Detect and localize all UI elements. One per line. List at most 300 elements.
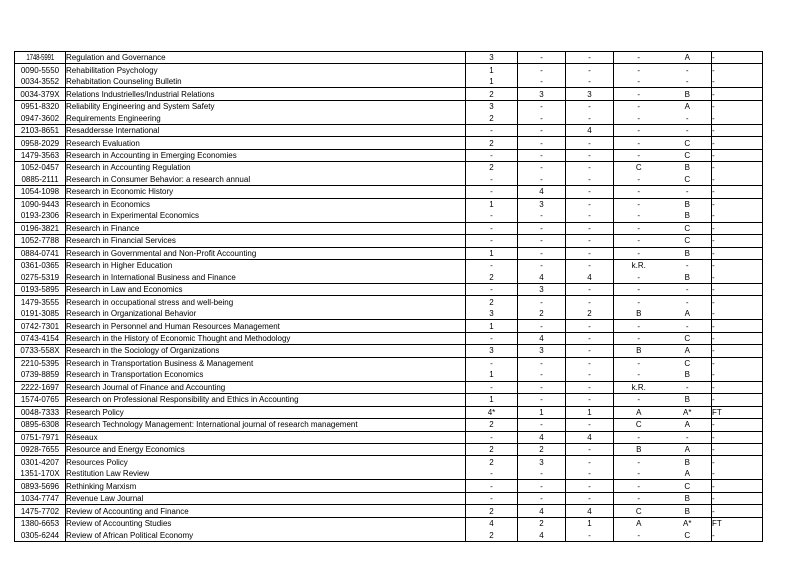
- table-row: [15, 296, 763, 308]
- rating-cell-4: -: [614, 76, 664, 88]
- journal-title-cell: Research in the Sociology of Organizations: [66, 345, 466, 357]
- rating-cell-3: -: [566, 381, 614, 393]
- rating-cell-1: 2: [466, 112, 518, 124]
- rating-cell-1: 1: [466, 247, 518, 259]
- issn-value: 2210-5395: [20, 358, 60, 368]
- issn-cell: [15, 283, 66, 295]
- rating-cell-5: A: [664, 419, 712, 431]
- issn-cell: [15, 505, 66, 517]
- rating-cell-5: -: [664, 296, 712, 308]
- rating-cell-5: A: [664, 468, 712, 480]
- issn-cell: [15, 52, 66, 64]
- rating-cell-4: C: [614, 505, 664, 517]
- rating-cell-1: -: [466, 381, 518, 393]
- table-row: [15, 308, 763, 320]
- rating-cell-6: -: [712, 419, 763, 431]
- issn-value: 0884-0741: [20, 248, 60, 258]
- table-row: [15, 162, 763, 174]
- rating-cell-2: -: [518, 149, 566, 161]
- rating-cell-3: -: [566, 186, 614, 198]
- table-row: [15, 480, 763, 492]
- journal-title-cell: Research in Law and Economics: [66, 283, 466, 295]
- rating-cell-2: -: [518, 369, 566, 381]
- issn-cell: [15, 162, 66, 174]
- journal-title-cell: Research Technology Management: International journal of research management: [66, 419, 466, 431]
- issn-value: 0191-3085: [20, 309, 60, 319]
- rating-cell-2: 2: [518, 308, 566, 320]
- rating-cell-6: -: [712, 468, 763, 480]
- issn-cell: [15, 271, 66, 283]
- rating-cell-5: A: [664, 444, 712, 456]
- rating-cell-5: B: [664, 271, 712, 283]
- rating-cell-6: -: [712, 112, 763, 124]
- rating-cell-1: 3: [466, 308, 518, 320]
- issn-cell: [15, 88, 66, 100]
- rating-cell-3: -: [566, 174, 614, 186]
- table-row: [15, 64, 763, 76]
- rating-cell-2: -: [518, 296, 566, 308]
- rating-cell-2: 4: [518, 186, 566, 198]
- journal-title-cell: Rethinking Marxism: [66, 480, 466, 492]
- rating-cell-5: -: [664, 186, 712, 198]
- issn-value: 1090-9443: [20, 199, 60, 209]
- rating-cell-3: -: [566, 456, 614, 468]
- rating-cell-2: -: [518, 162, 566, 174]
- table-row: [15, 52, 763, 64]
- issn-cell: [15, 296, 66, 308]
- rating-cell-2: -: [518, 174, 566, 186]
- rating-cell-3: -: [566, 283, 614, 295]
- rating-cell-5: -: [664, 64, 712, 76]
- rating-cell-4: -: [614, 320, 664, 332]
- table-row: [15, 198, 763, 210]
- table-row: [15, 468, 763, 480]
- rating-cell-4: -: [614, 149, 664, 161]
- issn-value: 1479-3563: [20, 150, 60, 160]
- rating-cell-5: -: [664, 431, 712, 443]
- rating-cell-5: A: [664, 345, 712, 357]
- rating-cell-1: -: [466, 210, 518, 222]
- table-row: [15, 235, 763, 247]
- issn-value: 0743-4154: [20, 334, 60, 344]
- table-row: [15, 124, 763, 136]
- rating-cell-3: -: [566, 259, 614, 271]
- rating-cell-5: C: [664, 174, 712, 186]
- issn-value: 0951-8320: [20, 102, 60, 112]
- rating-cell-3: -: [566, 529, 614, 541]
- rating-cell-4: -: [614, 283, 664, 295]
- table-row: [15, 137, 763, 149]
- rating-cell-4: k.R.: [631, 261, 646, 271]
- rating-cell-6: -: [712, 247, 763, 259]
- rating-cell-5: C: [664, 235, 712, 247]
- rating-cell-2: -: [518, 235, 566, 247]
- journal-title-cell: Research in International Business and Finance: [66, 271, 466, 283]
- rating-cell-2: -: [518, 100, 566, 112]
- rating-cell-2: -: [518, 124, 566, 136]
- rating-cell-6: -: [712, 198, 763, 210]
- rating-cell-5: B: [664, 369, 712, 381]
- issn-cell: [15, 247, 66, 259]
- rating-cell-6: -: [712, 162, 763, 174]
- rating-cell-2: -: [518, 381, 566, 393]
- rating-cell-2: 1: [518, 406, 566, 418]
- issn-value: 1475-7702: [20, 506, 60, 516]
- journal-title-cell: Relations Industrielles/Industrial Relations: [66, 88, 466, 100]
- rating-cell-5: A*: [664, 517, 712, 529]
- rating-cell-2: 2: [518, 517, 566, 529]
- journal-title-cell: Research in Financial Services: [66, 235, 466, 247]
- rating-cell-4: -: [614, 529, 664, 541]
- rating-cell-6: -: [712, 505, 763, 517]
- rating-cell-4: -: [614, 124, 664, 136]
- rating-cell-3: 4: [566, 431, 614, 443]
- issn-cell: [15, 394, 66, 406]
- journal-title-cell: Research in Accounting Regulation: [66, 162, 466, 174]
- rating-cell-5: C: [664, 222, 712, 234]
- rating-cell-2: 4: [518, 529, 566, 541]
- rating-cell-3: -: [566, 112, 614, 124]
- rating-cell-1: 2: [466, 444, 518, 456]
- rating-cell-3: 4: [566, 124, 614, 136]
- rating-cell-3: -: [566, 480, 614, 492]
- rating-cell-2: 2: [518, 444, 566, 456]
- rating-cell-1: 3: [466, 345, 518, 357]
- rating-cell-5: B: [664, 88, 712, 100]
- rating-cell-4: -: [614, 112, 664, 124]
- rating-cell-4: B: [614, 308, 664, 320]
- rating-cell-1: 1: [466, 369, 518, 381]
- issn-value: 0034-379X: [20, 89, 60, 99]
- rating-cell-3: -: [566, 332, 614, 344]
- rating-cell-4: -: [614, 174, 664, 186]
- rating-cell-5: C: [664, 357, 712, 369]
- table-row: [15, 345, 763, 357]
- rating-cell-1: 3: [466, 100, 518, 112]
- table-row: [15, 357, 763, 369]
- issn-cell: [15, 357, 66, 369]
- rating-cell-5: B: [664, 247, 712, 259]
- rating-cell-5: B: [664, 492, 712, 504]
- rating-cell-6: -: [712, 381, 763, 393]
- rating-cell-5: C: [664, 480, 712, 492]
- rating-cell-5: B: [664, 394, 712, 406]
- table-row: [15, 394, 763, 406]
- rating-cell-5: A: [664, 308, 712, 320]
- table-row: [15, 112, 763, 124]
- rating-cell-3: -: [566, 394, 614, 406]
- rating-cell-3: -: [566, 357, 614, 369]
- rating-cell-1: 1: [466, 394, 518, 406]
- rating-cell-3: -: [566, 210, 614, 222]
- issn-cell: [15, 332, 66, 344]
- journal-title-cell: Research in Governmental and Non-Profit Accounting: [66, 247, 466, 259]
- rating-cell-4: A: [614, 406, 664, 418]
- rating-cell-2: -: [518, 320, 566, 332]
- journal-title-cell: Research in Experimental Economics: [66, 210, 466, 222]
- issn-cell: [15, 468, 66, 480]
- issn-cell: [15, 369, 66, 381]
- journal-title-cell: Réseaux: [66, 431, 466, 443]
- rating-cell-6: -: [712, 235, 763, 247]
- journal-title-cell: Research in Consumer Behavior: a research annual: [66, 174, 466, 186]
- issn-value: 0196-3821: [20, 223, 60, 233]
- issn-cell: [15, 529, 66, 541]
- rating-cell-4: -: [637, 65, 641, 75]
- table-row: [15, 431, 763, 443]
- issn-cell: [15, 198, 66, 210]
- rating-cell-5: B: [664, 456, 712, 468]
- table-row: [15, 456, 763, 468]
- table-row: [15, 517, 763, 529]
- issn-cell: [15, 149, 66, 161]
- rating-cell-6: FT: [712, 517, 763, 529]
- rating-cell-3: 2: [566, 308, 614, 320]
- journal-title-cell: Research in the History of Economic Thought and Methodology: [66, 332, 466, 344]
- rating-cell-6: -: [712, 529, 763, 541]
- rating-cell-2: -: [518, 492, 566, 504]
- rating-cell-5: B: [664, 505, 712, 517]
- rating-cell-1: -: [466, 174, 518, 186]
- rating-cell-6: -: [712, 174, 763, 186]
- rating-cell-2: 4: [518, 431, 566, 443]
- journal-title-cell: Research in Transportation Economics: [66, 369, 466, 381]
- issn-cell: [15, 137, 66, 149]
- rating-cell-5: A: [664, 52, 712, 64]
- issn-cell: [15, 235, 66, 247]
- journal-title-cell: Research Policy: [66, 406, 466, 418]
- rating-cell-2: -: [518, 357, 566, 369]
- rating-cell-2: -: [518, 259, 566, 271]
- rating-cell-3: -: [566, 419, 614, 431]
- journal-title-cell: Reliability Engineering and System Safety: [66, 100, 466, 112]
- rating-cell-5: A*: [664, 406, 712, 418]
- rating-cell-6: -: [712, 186, 763, 198]
- issn-value: 1052-0457: [20, 163, 60, 173]
- journal-title-cell: Resaddersse International: [66, 124, 466, 136]
- journal-title-cell: Research in Personnel and Human Resources Management: [66, 320, 466, 332]
- rating-cell-2: -: [518, 112, 566, 124]
- issn-cell: [15, 320, 66, 332]
- rating-cell-1: -: [466, 149, 518, 161]
- rating-cell-2: 3: [518, 456, 566, 468]
- issn-value: 0733-558X: [20, 346, 60, 356]
- rating-cell-2: -: [518, 394, 566, 406]
- rating-cell-3: -: [566, 76, 614, 88]
- rating-cell-2: 3: [518, 198, 566, 210]
- issn-cell: [15, 345, 66, 357]
- rating-cell-6: -: [712, 332, 763, 344]
- rating-cell-2: -: [518, 247, 566, 259]
- rating-cell-3: -: [566, 149, 614, 161]
- rating-cell-1: -: [466, 283, 518, 295]
- table-row: [15, 492, 763, 504]
- issn-value: 0893-5696: [20, 481, 60, 491]
- rating-cell-6: -: [712, 210, 763, 222]
- rating-cell-1: -: [466, 235, 518, 247]
- rating-cell-3: -: [566, 52, 614, 64]
- issn-value: 0751-7971: [20, 432, 60, 442]
- rating-cell-1: -: [466, 480, 518, 492]
- journal-title-cell: Research in Transportation Business & Management: [66, 357, 466, 369]
- journal-title-cell: Review of Accounting and Finance: [66, 505, 466, 517]
- rating-cell-2: 4: [518, 505, 566, 517]
- issn-cell: [15, 492, 66, 504]
- table-row: [15, 332, 763, 344]
- journal-title-cell: Requirements Engineering: [66, 112, 466, 124]
- rating-cell-4: -: [637, 358, 641, 368]
- rating-cell-3: 3: [566, 88, 614, 100]
- rating-cell-5: -: [664, 76, 712, 88]
- issn-cell: [15, 381, 66, 393]
- rating-cell-1: -: [466, 124, 518, 136]
- issn-value: 1052-7788: [20, 236, 60, 246]
- rating-cell-5: C: [664, 529, 712, 541]
- table-row: [15, 369, 763, 381]
- issn-value: 0885-2111: [21, 174, 59, 184]
- rating-cell-4: -: [614, 332, 664, 344]
- rating-cell-3: -: [566, 369, 614, 381]
- table-row: [15, 381, 763, 393]
- rating-cell-3: 1: [566, 406, 614, 418]
- issn-cell: [15, 431, 66, 443]
- rating-cell-2: -: [518, 480, 566, 492]
- table-row: [15, 76, 763, 88]
- rating-cell-4: -: [614, 369, 664, 381]
- rating-cell-1: 2: [466, 296, 518, 308]
- issn-value: 0048-7333: [20, 407, 60, 417]
- rating-cell-3: -: [566, 198, 614, 210]
- rating-cell-3: -: [566, 247, 614, 259]
- rating-cell-4: -: [614, 394, 664, 406]
- issn-value: 0947-3602: [20, 113, 60, 123]
- rating-cell-1: 2: [466, 529, 518, 541]
- rating-cell-3: -: [566, 162, 614, 174]
- issn-cell: [15, 100, 66, 112]
- rating-cell-3: -: [566, 64, 614, 76]
- issn-value: 1054-1098: [20, 187, 60, 197]
- issn-value: 0090-5550: [20, 65, 60, 75]
- rating-cell-1: -: [466, 468, 518, 480]
- rating-cell-3: 1: [566, 517, 614, 529]
- rating-cell-2: -: [518, 52, 566, 64]
- rating-cell-5: C: [664, 149, 712, 161]
- rating-cell-5: -: [664, 381, 712, 393]
- issn-cell: [15, 186, 66, 198]
- rating-cell-1: -: [466, 222, 518, 234]
- rating-cell-1: 2: [466, 456, 518, 468]
- journal-title-cell: Research in Economics: [66, 198, 466, 210]
- rating-cell-6: -: [712, 149, 763, 161]
- rating-cell-2: 4: [518, 271, 566, 283]
- rating-cell-4: -: [614, 222, 664, 234]
- rating-cell-4: k.R.: [614, 381, 664, 393]
- rating-cell-5: -: [664, 320, 712, 332]
- rating-cell-4: A: [636, 519, 642, 529]
- rating-cell-6: -: [712, 357, 763, 369]
- rating-cell-6: -: [712, 431, 763, 443]
- rating-cell-2: 3: [518, 283, 566, 295]
- issn-value: 0193-5895: [20, 285, 60, 295]
- table-row: [15, 149, 763, 161]
- journal-title-cell: Review of African Political Economy: [66, 529, 466, 541]
- table-row: [15, 222, 763, 234]
- rating-cell-6: -: [712, 345, 763, 357]
- journal-title-cell: Research Evaluation: [66, 137, 466, 149]
- rating-cell-6: -: [712, 222, 763, 234]
- rating-cell-1: 1: [466, 64, 518, 76]
- rating-cell-5: A: [664, 100, 712, 112]
- rating-cell-3: -: [566, 137, 614, 149]
- rating-cell-6: FT: [712, 406, 763, 418]
- table-row: [15, 406, 763, 418]
- issn-cell: [15, 174, 66, 186]
- rating-cell-4: -: [614, 186, 664, 198]
- rating-cell-6: -: [712, 283, 763, 295]
- issn-value: 1380-6653: [20, 519, 60, 529]
- table-row: [15, 505, 763, 517]
- journal-title-cell: Research in Finance: [66, 222, 466, 234]
- rating-cell-6: -: [712, 52, 763, 64]
- rating-cell-6: -: [712, 100, 763, 112]
- rating-cell-3: -: [566, 345, 614, 357]
- issn-cell: [15, 419, 66, 431]
- journal-title-cell: Research in Higher Education: [66, 259, 466, 271]
- table-row: [15, 283, 763, 295]
- rating-cell-4: -: [637, 199, 641, 209]
- journal-title-cell: Rehabitation Counseling Bulletin: [66, 76, 466, 88]
- rating-cell-4: -: [614, 431, 664, 443]
- issn-value: 1479-3555: [20, 297, 60, 307]
- rating-cell-4: B: [614, 444, 664, 456]
- issn-cell: [15, 308, 66, 320]
- rating-cell-4: -: [637, 102, 641, 112]
- table-row: [15, 444, 763, 456]
- issn-cell: [15, 124, 66, 136]
- rating-cell-4: C: [635, 163, 642, 173]
- rating-cell-6: -: [712, 444, 763, 456]
- rating-cell-6: -: [712, 137, 763, 149]
- journal-title-cell: Restitution Law Review: [66, 468, 466, 480]
- issn-value: 1351-170X: [20, 469, 60, 479]
- rating-cell-4: -: [637, 297, 641, 307]
- rating-cell-1: 2: [466, 505, 518, 517]
- table-row: [15, 186, 763, 198]
- table-row: [15, 271, 763, 283]
- journal-title-cell: Review of Accounting Studies: [66, 517, 466, 529]
- rating-cell-1: 4*: [466, 406, 518, 418]
- rating-cell-6: -: [712, 394, 763, 406]
- rating-cell-1: 1: [466, 198, 518, 210]
- table-row: [15, 210, 763, 222]
- table-row: [15, 529, 763, 541]
- rating-cell-5: -: [664, 112, 712, 124]
- rating-cell-4: -: [614, 210, 664, 222]
- table-row: [15, 419, 763, 431]
- rating-cell-1: 2: [466, 88, 518, 100]
- rating-cell-4: -: [614, 468, 664, 480]
- issn-value: 0742-7301: [20, 321, 60, 331]
- rating-cell-3: -: [566, 100, 614, 112]
- rating-cell-5: -: [664, 259, 712, 271]
- issn-value: 0361-0365: [20, 261, 60, 271]
- rating-cell-1: 1: [466, 320, 518, 332]
- issn-cell: [15, 76, 66, 88]
- issn-value: 0739-8859: [20, 370, 60, 380]
- issn-cell: [15, 456, 66, 468]
- issn-cell: [15, 210, 66, 222]
- rating-cell-6: -: [712, 308, 763, 320]
